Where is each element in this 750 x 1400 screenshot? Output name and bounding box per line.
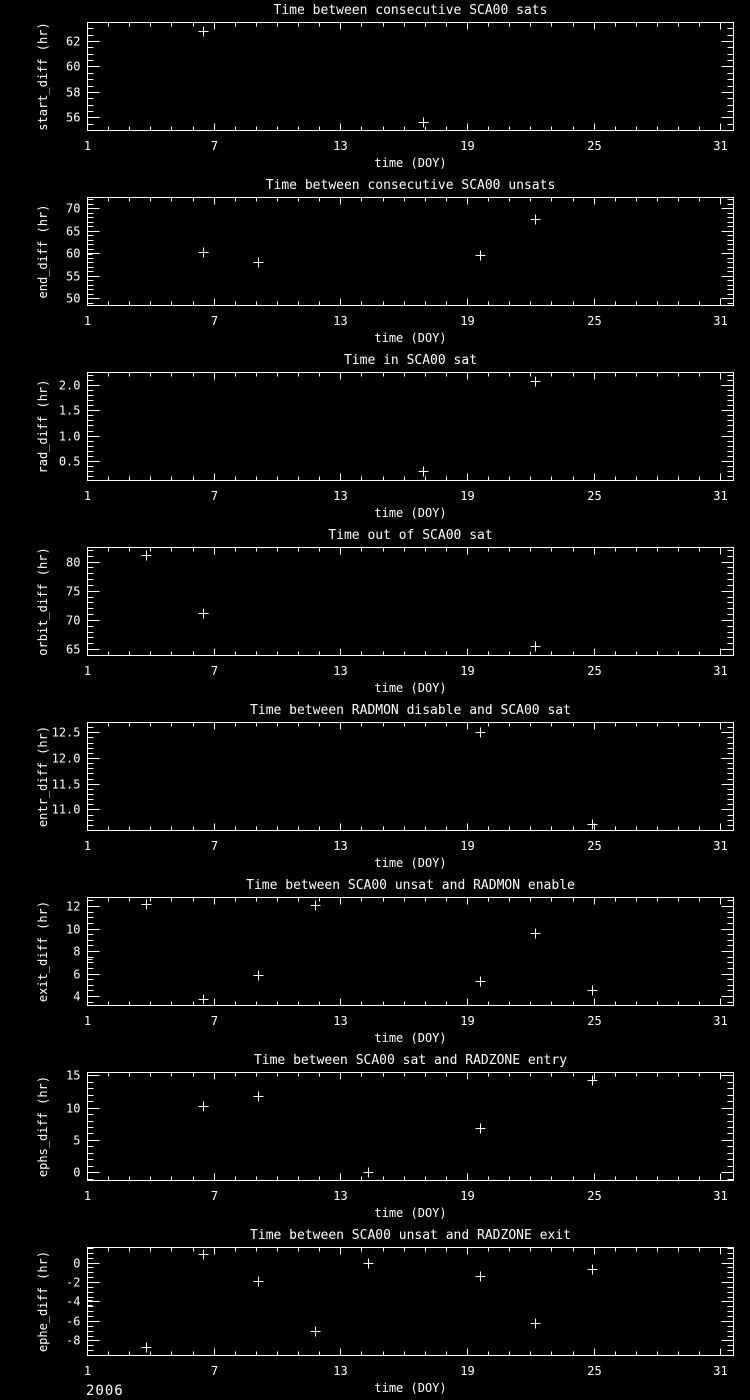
x-tick-label: 7: [210, 489, 219, 503]
y-tick-label: 60: [66, 59, 81, 74]
y-tick-label: -6: [66, 1314, 81, 1329]
data-point-marker: [311, 901, 321, 911]
y-tick-label: -4: [66, 1294, 81, 1309]
chart-title: Time between RADMON disable and SCA00 sat: [250, 703, 571, 718]
x-tick-label: 31: [713, 314, 728, 328]
x-tick-label: 25: [587, 314, 602, 328]
x-tick-label: 31: [713, 489, 728, 503]
data-point-marker: [254, 1092, 264, 1102]
chart-title: Time between consecutive SCA00 sats: [273, 3, 548, 18]
data-point-marker: [476, 977, 486, 987]
x-axis-label: time (DOY): [374, 681, 447, 695]
data-point-marker: [364, 1168, 374, 1178]
y-tick-label: 4: [73, 989, 81, 1004]
x-tick-label: 25: [587, 664, 602, 678]
data-points: [83, 900, 598, 1005]
x-tick-label: 7: [210, 139, 219, 153]
x-tick-label: 31: [713, 839, 728, 853]
y-axis-label: exit_diff (hr): [36, 900, 50, 1003]
chart-title: Time out of SCA00 sat: [328, 528, 493, 543]
data-point-marker: [419, 467, 429, 477]
data-point-marker: [419, 118, 429, 128]
data-point-marker: [588, 1265, 598, 1275]
x-tick-label: 31: [713, 1014, 728, 1028]
data-points: [142, 551, 541, 652]
chart-title: Time in SCA00 sat: [343, 353, 478, 368]
y-axis-label: ephe_diff (hr): [36, 1250, 50, 1353]
x-tick-label: 13: [333, 139, 348, 153]
y-tick-label: 60: [66, 246, 81, 261]
y-axis-label: entr_diff (hr): [36, 725, 50, 828]
data-point-marker: [142, 551, 152, 561]
x-tick-label: 19: [460, 1189, 475, 1203]
x-tick-label: 13: [333, 839, 348, 853]
chart-panel-1: [0, 0, 750, 175]
data-point-marker: [476, 728, 486, 738]
data-point-marker: [311, 1327, 321, 1337]
x-tick-label: 1: [83, 1189, 92, 1203]
x-tick-label: 7: [210, 314, 219, 328]
data-point-marker: [476, 1272, 486, 1282]
x-tick-label: 25: [587, 839, 602, 853]
y-tick-label: 70: [66, 613, 81, 628]
data-point-marker: [199, 27, 209, 37]
x-tick-label: 13: [333, 489, 348, 503]
axes-frame: [88, 23, 734, 131]
data-points: [476, 728, 598, 830]
x-tick-label: 25: [587, 1189, 602, 1203]
data-points: [419, 377, 541, 477]
y-tick-label: 55: [66, 269, 81, 284]
y-tick-label: 56: [66, 110, 81, 125]
data-point-marker: [588, 986, 598, 996]
x-tick-label: 31: [713, 139, 728, 153]
x-tick-label: 1: [83, 139, 92, 153]
chart-panel-3: [0, 350, 750, 525]
x-tick-label: 19: [460, 489, 475, 503]
data-point-marker: [254, 1277, 264, 1287]
data-point-marker: [531, 1319, 541, 1329]
y-tick-label: 6: [73, 967, 81, 982]
x-tick-label: 19: [460, 139, 475, 153]
y-axis-label: rad_diff (hr): [36, 379, 50, 474]
x-axis-label: time (DOY): [374, 331, 447, 345]
data-point-marker: [531, 215, 541, 225]
x-tick-label: 31: [713, 664, 728, 678]
y-axis-label: start_diff (hr): [36, 22, 50, 131]
x-axis-label: time (DOY): [374, 1031, 447, 1045]
x-tick-label: 7: [210, 1014, 219, 1028]
x-tick-label: 25: [587, 1014, 602, 1028]
chart-title: Time between consecutive SCA00 unsats: [265, 178, 556, 193]
data-point-marker: [199, 1102, 209, 1112]
x-axis-label: time (DOY): [374, 1381, 447, 1395]
axes-frame: [88, 1073, 734, 1181]
y-tick-label: 70: [66, 201, 81, 216]
y-tick-label: 10: [66, 922, 81, 937]
data-point-marker: [588, 1076, 598, 1086]
data-point-marker: [476, 251, 486, 261]
x-tick-label: 7: [210, 1364, 219, 1378]
data-point-marker: [254, 258, 264, 268]
y-tick-label: 62: [66, 34, 81, 49]
chart-panel-7: [0, 1050, 750, 1225]
y-axis-label: end_diff (hr): [36, 204, 50, 299]
x-tick-label: 1: [83, 664, 92, 678]
y-tick-label: 2.0: [58, 378, 81, 393]
data-points: [83, 215, 541, 268]
x-tick-label: 1: [83, 489, 92, 503]
y-tick-label: 1.0: [58, 429, 81, 444]
chart-title: Time between SCA00 unsat and RADMON enable: [246, 878, 575, 893]
x-tick-label: 1: [83, 839, 92, 853]
y-tick-label: 12.0: [51, 751, 81, 766]
y-tick-label: 50: [66, 291, 81, 306]
x-axis-label: time (DOY): [374, 1206, 447, 1220]
y-tick-label: 65: [66, 642, 81, 657]
data-points: [199, 27, 429, 128]
axes-frame: [88, 723, 734, 831]
x-tick-label: 7: [210, 839, 219, 853]
y-tick-label: 0: [73, 1256, 81, 1271]
x-tick-label: 19: [460, 1014, 475, 1028]
axes-frame: [88, 1248, 734, 1356]
x-axis-label: time (DOY): [374, 856, 447, 870]
x-tick-label: 13: [333, 1189, 348, 1203]
x-axis-label: time (DOY): [374, 156, 447, 170]
y-tick-label: 75: [66, 584, 81, 599]
data-point-marker: [199, 1250, 209, 1260]
y-tick-label: 65: [66, 224, 81, 239]
x-tick-label: 1: [83, 1364, 92, 1378]
y-tick-label: 0: [73, 1165, 81, 1180]
data-point-marker: [199, 248, 209, 258]
x-tick-label: 13: [333, 314, 348, 328]
axes-frame: [88, 898, 734, 1006]
x-tick-label: 13: [333, 664, 348, 678]
x-tick-label: 25: [587, 139, 602, 153]
x-tick-label: 25: [587, 1364, 602, 1378]
data-point-marker: [531, 642, 541, 652]
x-tick-label: 25: [587, 489, 602, 503]
data-point-marker: [199, 609, 209, 619]
y-axis-label: orbit_diff (hr): [36, 547, 50, 656]
y-tick-label: 12: [66, 899, 81, 914]
axes-frame: [88, 198, 734, 306]
x-tick-label: 19: [460, 839, 475, 853]
x-tick-label: 7: [210, 1189, 219, 1203]
y-tick-label: 10: [66, 1101, 81, 1116]
x-tick-label: 7: [210, 664, 219, 678]
data-point-marker: [588, 820, 598, 830]
x-tick-label: 19: [460, 1364, 475, 1378]
chart-panel-5: [0, 700, 750, 875]
x-tick-label: 19: [460, 664, 475, 678]
chart-panel-4: [0, 525, 750, 700]
data-point-marker: [199, 995, 209, 1005]
y-tick-label: 1.5: [58, 403, 81, 418]
y-tick-label: 5: [73, 1133, 81, 1148]
data-points: [199, 1076, 598, 1178]
x-tick-label: 13: [333, 1014, 348, 1028]
y-tick-label: -8: [66, 1333, 81, 1348]
chart-panel-8: [0, 1225, 750, 1400]
chart-title: Time between SCA00 sat and RADZONE entry: [253, 1053, 568, 1068]
chart-title: Time between SCA00 unsat and RADZONE exit: [250, 1228, 571, 1243]
axes-frame: [88, 548, 734, 656]
chart-panel-2: [0, 175, 750, 350]
data-point-marker: [364, 1259, 374, 1269]
data-point-marker: [531, 929, 541, 939]
data-point-marker: [142, 1343, 152, 1353]
x-tick-label: 1: [83, 314, 92, 328]
y-tick-label: 8: [73, 944, 81, 959]
y-tick-label: 15: [66, 1068, 81, 1083]
x-tick-label: 19: [460, 314, 475, 328]
y-tick-label: 11.0: [51, 802, 81, 817]
year-label: 2006: [86, 1383, 124, 1399]
data-point-marker: [476, 1124, 486, 1134]
x-tick-label: 1: [83, 1014, 92, 1028]
y-axis-label: ephs_diff (hr): [36, 1075, 50, 1178]
x-axis-label: time (DOY): [374, 506, 447, 520]
data-point-marker: [531, 377, 541, 387]
chart-panel-6: [0, 875, 750, 1050]
y-tick-label: 12.5: [51, 725, 81, 740]
y-tick-label: 0.5: [58, 454, 81, 469]
y-tick-label: 80: [66, 555, 81, 570]
x-tick-label: 31: [713, 1364, 728, 1378]
axes-frame: [88, 373, 734, 481]
data-points: [83, 1250, 598, 1353]
y-tick-label: -2: [66, 1275, 81, 1290]
data-point-marker: [254, 971, 264, 981]
x-tick-label: 31: [713, 1189, 728, 1203]
y-tick-label: 11.5: [51, 777, 81, 792]
y-tick-label: 58: [66, 85, 81, 100]
x-tick-label: 13: [333, 1364, 348, 1378]
